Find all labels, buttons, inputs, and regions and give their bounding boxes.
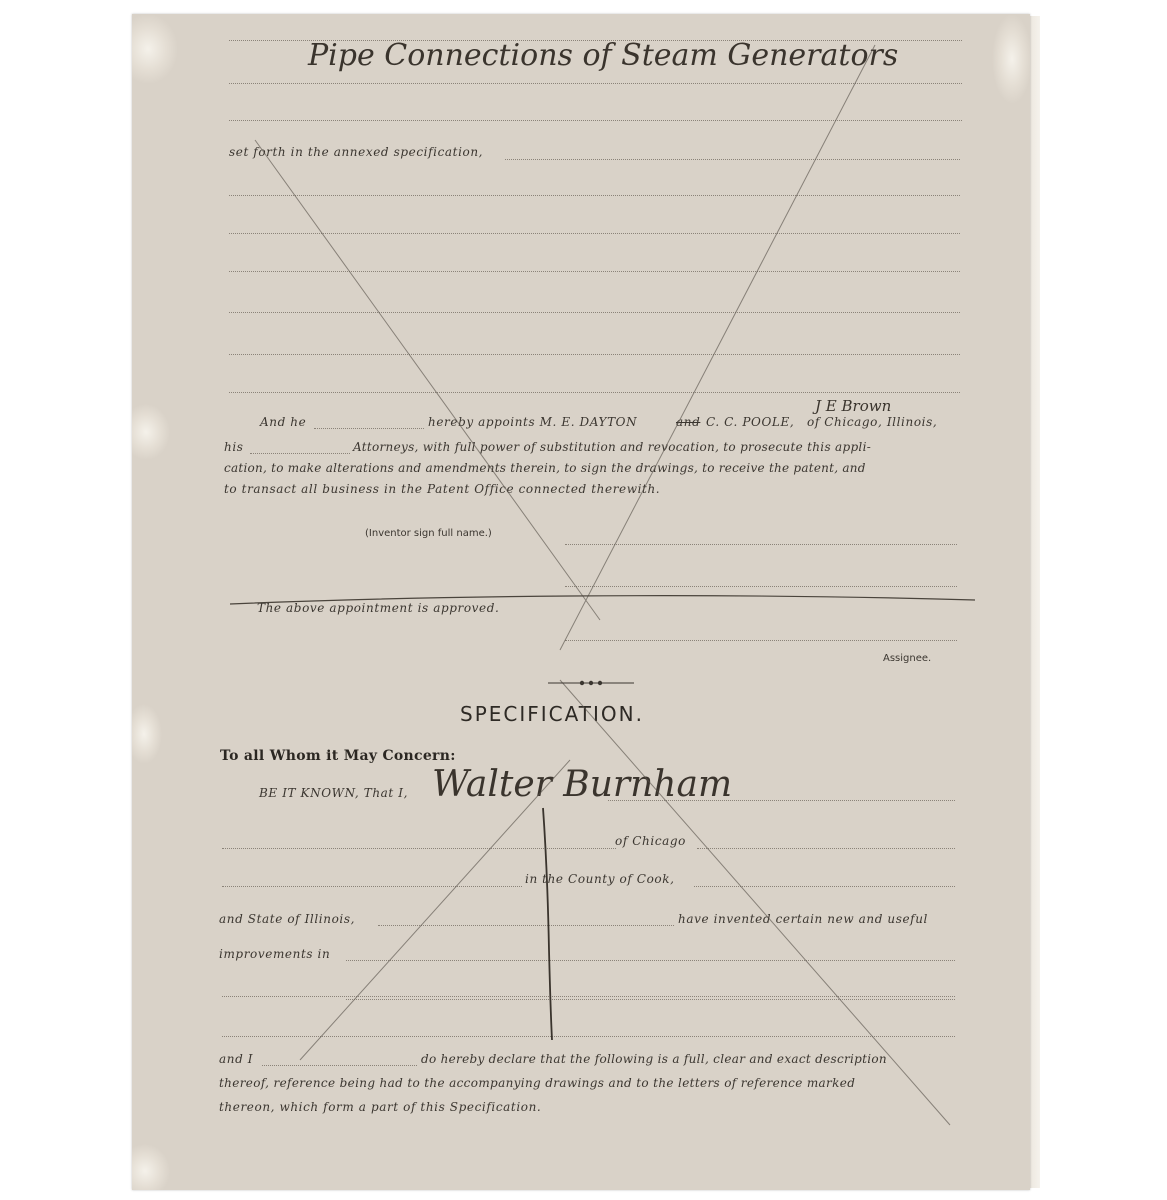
thereof-line: thereof, reference being had to the accompanying drawings and to the letters of reference marked: [219, 1076, 856, 1090]
transact-line: to transact all business in the Patent Office connected therewith.: [224, 482, 661, 496]
be-it-known-text: BE IT KNOWN, That I,: [259, 786, 409, 800]
pencil-underline: [230, 596, 975, 604]
pencil-cross-line: [560, 680, 950, 1125]
and-he-label: And he: [260, 415, 307, 429]
assignee-label: Assignee.: [883, 653, 932, 664]
improvements-text: improvements in: [219, 947, 331, 961]
cation-line: cation, to make alterations and amendments therein, to sign the drawings, to receive the patent, and: [224, 461, 866, 475]
handwritten-title: Pipe Connections of Steam Generators: [308, 38, 899, 73]
appointment-approved-text: The above appointment is approved.: [257, 601, 500, 615]
hereby-appoints-text: hereby appoints M. E. DAYTON: [428, 415, 638, 429]
county-text: in the County of Cook,: [525, 872, 675, 886]
thereon-line: thereon, which form a part of this Specification.: [219, 1100, 542, 1114]
invented-text: have invented certain new and useful: [678, 912, 928, 926]
specification-heading: SPECIFICATION.: [460, 702, 644, 726]
of-chicago-illinois-text: of Chicago, Illinois,: [807, 415, 938, 429]
inventor-sign-label: (Inventor sign full name.): [365, 528, 492, 539]
pencil-cross-line: [300, 760, 570, 1060]
inventor-signature: Walter Burnham: [432, 764, 733, 805]
declare-text: do hereby declare that the following is a full, clear and exact description: [421, 1052, 887, 1066]
salutation: To all Whom it May Concern:: [220, 748, 456, 764]
set-forth-line: set forth in the annexed specification,: [229, 145, 484, 159]
attorneys-text: Attorneys, with full power of substitution and revocation, to prosecute this appli-: [353, 440, 872, 454]
state-text: and State of Illinois,: [219, 912, 356, 926]
struck-and-text: and: [676, 415, 701, 429]
ink-stroke: [543, 808, 552, 1040]
and-i-label: and I: [219, 1052, 254, 1066]
attorney-handwritten-addition: J E Brown: [815, 397, 892, 415]
of-chicago-text: of Chicago: [615, 834, 687, 848]
pencil-cross-line: [560, 45, 875, 650]
pencil-cross-line: [255, 140, 600, 620]
his-label: his: [224, 440, 244, 454]
poole-text: C. C. POOLE,: [706, 415, 795, 429]
